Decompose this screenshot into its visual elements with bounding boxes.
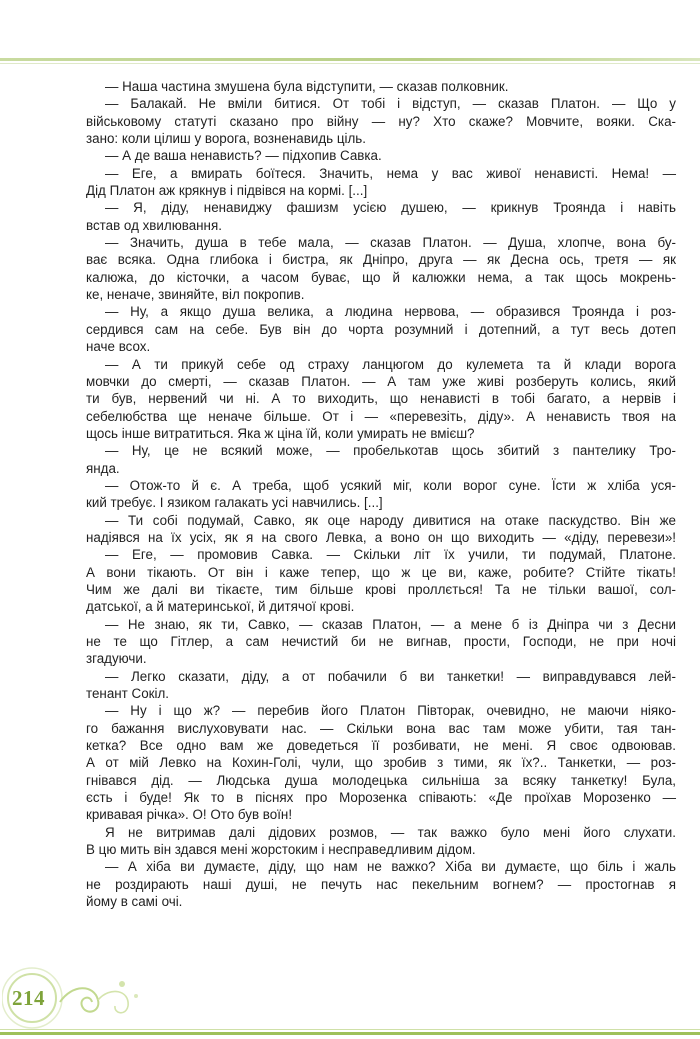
text-line: військовому статуті сказано про війну — ну? Хто скаже? Мовчите, вояки. Ска- <box>86 113 676 129</box>
text-line: не роздирають наші душі, не печуть нас пекельним вогнем? — простогнав я <box>86 876 676 892</box>
text-line: — Легко сказати, діду, а от побачили б ви танкетки! — виправдувався лей- <box>105 668 676 684</box>
text-line: — Ну і що ж? — перебив його Платон Півторак, очевидно, не маючи ніяко- <box>105 703 676 719</box>
text-line: — А ти прикуй себе од страху ланцюгом до кулемета та й клади ворога <box>105 356 676 372</box>
header-rule <box>0 58 700 61</box>
text-line: — А де ваша ненависть? — підхопив Савка. <box>105 148 382 164</box>
text-line: В цю мить він здався мені жорстоким і несправедливим дідом. <box>86 842 476 858</box>
text-line: йому в самі очі. <box>86 894 183 910</box>
text-line: — А хіба ви думаєте, діду, що нам не важко? Хіба ви думаєте, що біль і жаль <box>105 859 676 875</box>
text-line: датської, а й материнської, й дитячої крові. <box>86 599 355 615</box>
text-line: го бажання вислуховувати нас. — Скільки вона вас там може убити, тая тан- <box>86 720 676 736</box>
text-line: єсть і буде! Як то в піснях про Морозенка співають: «Де проїхав Морозенко — <box>86 790 676 806</box>
footer-rule <box>0 1032 700 1035</box>
text-line: — Ну, це не всякий може, — пробелькотав щось збитий з пантелику Тро- <box>105 443 676 459</box>
text-line: — Еге, — промовив Савка. — Скільки літ їх учили, ти подумай, Платоне. <box>105 547 676 563</box>
text-line: кий требує. І язиком галакать усі навчились. [...] <box>86 495 383 511</box>
text-line: — Наша частина змушена була відступити, — сказав полковник. <box>105 79 509 94</box>
text-line: ке, неначе, звиняйте, віл покропив. <box>86 287 305 303</box>
text-line: мовчки до смерті, — сказав Платон. — А там уже живі розберуть колись, який <box>86 373 676 389</box>
text-line: тенант Сокіл. <box>86 686 170 702</box>
text-line: надіявся на їх усіх, як я на свого Левка, а воно он що виходить — «діду, перевези»! <box>86 529 676 545</box>
page-number-ornament <box>2 962 152 1032</box>
text-line: Дід Платон аж крякнув і підвівся на кормі. [...] <box>86 183 368 199</box>
text-line: А от мій Левко на Кохин-Голі, чули, що зробив з тими, як їх?.. Танкетки, — роз- <box>86 755 676 771</box>
text-line: не те що Гітлер, а сам нечистий би не вигнав, прости, Господи, не при ночі <box>86 634 676 649</box>
text-line: Чим же далі ви тікаєте, тим більше крові проллється! Та не тільки вашої, сол- <box>86 581 676 597</box>
text-line: янда. <box>86 460 120 476</box>
text-line: калюжа, до кісточки, а часом буває, що й калюжки нема, а так щось мокрень- <box>86 269 676 285</box>
page-number: 214 <box>12 986 45 1010</box>
text-line: кривавая річка». О! Ото був воїн! <box>86 807 293 823</box>
text-line: — Не знаю, як ти, Савко, — сказав Платон, — а мене б із Дніпра чи з Десни <box>105 616 676 632</box>
text-line: — Я, діду, ненавиджу фашизм усією душею, — крикнув Троянда і навіть <box>105 200 676 216</box>
text-line: згадуючи. <box>86 651 147 667</box>
text-line: ти був, нервений чи ні. А то виходить, що ненависті в тобі багато, а нервів і <box>86 391 676 407</box>
header-rule-thin <box>0 63 700 64</box>
text-line: А вони тікають. От він і каже тепер, що ж це ви, каже, робите? Стійте тікать! <box>86 564 676 580</box>
text-line: — Значить, душа в тебе мала, — сказав Платон. — Душа, хлопче, вона бу- <box>105 235 676 251</box>
body-text <box>86 78 676 911</box>
text-line: кетка? Все одно вам же доведеться її розбивати, не мені. Я своє одвоював. <box>86 738 676 754</box>
text-line: гнівався дід. — Людська душа молодецька сильніша за всяку танкетку! Була, <box>86 772 676 788</box>
text-line: — Еге, а вмирать боїтеся. Значить, нема у вас живої ненависті. Нема! — <box>105 165 676 181</box>
text-line: Я не витримав далі дідових розмов, — так важко було мені його слухати. <box>105 824 676 840</box>
text-line: — Ну, а якщо душа велика, а людина нервова, — образився Троянда і роз- <box>105 304 676 320</box>
text-line: себелюбства ще неначе більше. От і — «перевезіть, діду». А ненависть твоя на <box>86 408 676 424</box>
text-line: — Отож-то й є. А треба, щоб усякий міг, коли ворог суне. Їсти ж хліба уся- <box>105 477 676 493</box>
footer-rule-thin <box>0 1029 700 1030</box>
text-line: щось інше витратиться. Яка ж ціна їй, коли умирать не вмієш? <box>86 425 475 441</box>
text-line: сердився сам на себе. Був він до чорта розумний і дотепний, а тут весь дотеп <box>86 321 676 337</box>
text-line: ває всяка. Одна глибока і бистра, як Дніпро, друга — як Десна ось, третя — як <box>86 252 676 268</box>
text-line: зано: коли цілиш у ворога, возненавидь ціль. <box>86 131 366 147</box>
text-line: наче всох. <box>86 339 151 355</box>
text-line: встав од хвилювання. <box>86 217 222 233</box>
text-line: — Балакай. Не вміли битися. От тобі і відступ, — сказав Платон. — Що у <box>105 96 676 112</box>
text-line: — Ти собі подумай, Савко, як оце народу дивитися на отаке паскудство. Він же <box>105 512 676 528</box>
